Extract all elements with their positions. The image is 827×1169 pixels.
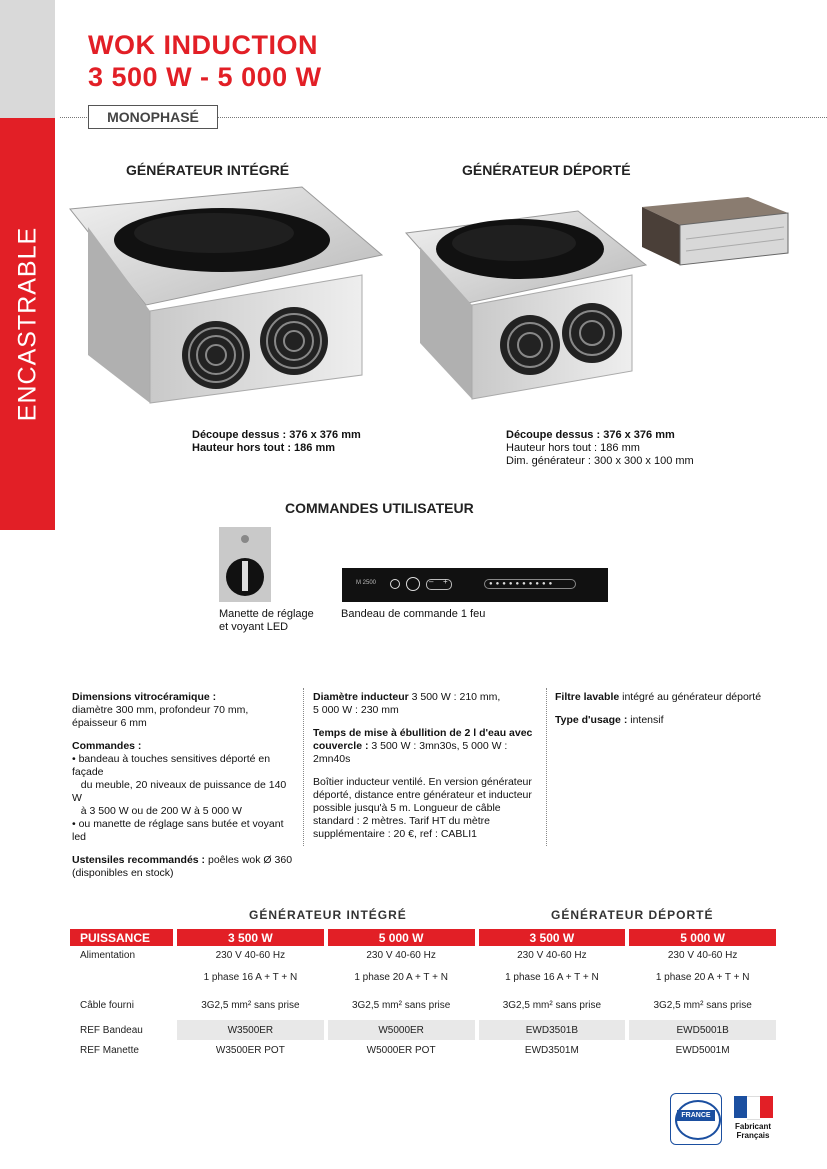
plus-icon: + — [443, 577, 448, 586]
table-header-cell: 5 000 W — [629, 929, 776, 946]
flag-red — [760, 1096, 773, 1118]
remote-heading: GÉNÉRATEUR DÉPORTÉ — [462, 162, 631, 178]
page-title-line1: WOK INDUCTION — [88, 30, 318, 60]
table-cell: 3G2,5 mm² sans prise — [653, 999, 752, 1011]
table-row — [70, 990, 776, 1020]
table-cell: Alimentation — [80, 949, 136, 961]
minus-icon: – — [429, 577, 434, 586]
table-cell: REF Manette — [80, 1044, 139, 1056]
table-header-row — [70, 929, 776, 946]
table-cell: W5000ER — [328, 1020, 475, 1040]
remote-wok-image — [402, 193, 652, 403]
table-cell: 1 phase 20 A + T + N — [655, 971, 750, 983]
table-cell: W3500ER — [177, 1020, 324, 1040]
table-cell: EWD3501B — [479, 1020, 626, 1040]
table-row — [70, 1020, 776, 1040]
table-cell: 1 phase 16 A + T + N — [505, 971, 599, 983]
fabricant-francais-badge: Fabricant Français — [732, 1094, 774, 1146]
panel-caption: Bandeau de commande 1 feu — [341, 608, 486, 620]
fan-icon — [182, 321, 250, 389]
knob-caption: Manette de réglage et voyant LED — [219, 608, 314, 633]
table-cell: 1 phase 20 A + T + N — [354, 971, 448, 983]
table-cell: W3500ER POT — [215, 1044, 285, 1056]
sidebar-label — [0, 118, 55, 530]
sidebar-top-band — [0, 0, 55, 118]
origine-france-badge — [670, 1093, 722, 1145]
phase-badge: MONOPHASÉ — [88, 105, 218, 129]
control-knob-image — [219, 527, 271, 602]
zone-button[interactable] — [406, 577, 420, 591]
table-cell: Câble fourni — [80, 999, 134, 1011]
table-cell: 230 V 40-60 Hz — [366, 949, 436, 961]
table-header-cell: 3 500 W — [177, 929, 324, 946]
details-col1: Dimensions vitrocéramique : diamètre 300 mm, profondeur 70 mm, épaisseur 6 mm Commandes : • bandeau à touches sensitives déporté en façade du meuble, 20 niveaux de puissance de 140 W à 3 500 W ou de 200 W à 5 000 W • ou manette de réglage sans butée et voyant led Ustensiles recommandés : poêles wok Ø 360 (disponibles en stock) — [72, 691, 293, 879]
table-group-remote: GÉNÉRATEUR DÉPORTÉ — [551, 908, 714, 922]
touch-control-panel — [342, 568, 608, 602]
table-header-cell: PUISSANCE — [70, 929, 173, 946]
table-row — [70, 964, 776, 990]
table-header-cell: 5 000 W — [328, 929, 475, 946]
table-cell: 3G2,5 mm² sans prise — [502, 999, 602, 1011]
table-row — [70, 1040, 776, 1060]
flag-white — [747, 1096, 760, 1120]
generator-box-image — [640, 195, 792, 267]
details-col2: Diamètre inducteur 3 500 W : 210 mm, 5 000 W : 230 mm Temps de mise à ébullition de 2 l d'eau avec couvercle : 3 500 W : 3mn30s, 5 000 W : 2mn40s Boîtier inducteur ventilé. En version générateur déporté, distance entre générateur et inducteur possible jusqu'à 5 m. Longueur de câble standard : 2 mètres. Tarif HT du mètre supplémentaire : 20 €, ref : CABLI1 — [313, 691, 533, 840]
table-cell: 3G2,5 mm² sans prise — [201, 999, 300, 1011]
table-cell: W5000ER POT — [366, 1044, 436, 1056]
column-divider — [546, 688, 547, 846]
remote-specs: Découpe dessus : 376 x 376 mm Hauteur hors tout : 186 mm Dim. générateur : 300 x 300 x 100 mm — [506, 429, 694, 467]
table-cell: EWD3501M — [524, 1044, 579, 1056]
integrated-wok-image — [66, 185, 386, 415]
fan-icon — [562, 303, 622, 363]
page-title-line2: 3 500 W - 5 000 W — [88, 62, 322, 92]
table-row — [70, 946, 776, 964]
table-cell: 3G2,5 mm² sans prise — [351, 999, 451, 1011]
details-col3: Filtre lavable intégré au générateur déporté Type d'usage : intensif — [555, 691, 762, 726]
table-header-cell: 3 500 W — [479, 929, 626, 946]
flag-blue — [734, 1096, 747, 1118]
table-cell: 230 V 40-60 Hz — [517, 949, 587, 961]
specs-table — [66, 929, 780, 1060]
table-cell: EWD5001B — [629, 1020, 776, 1040]
panel-model-text: M 2500 — [356, 580, 377, 586]
table-cell: REF Bandeau — [70, 1020, 173, 1040]
sidebar-label-text: ENCASTRABLE — [13, 226, 41, 422]
power-button[interactable] — [390, 579, 400, 589]
integrated-heading: GÉNÉRATEUR INTÉGRÉ — [126, 162, 290, 178]
power-level-leds: ●●●●●●●●●● — [484, 579, 576, 589]
table-cell: 1 phase 16 A + T + N — [203, 971, 298, 983]
integrated-specs: Découpe dessus : 376 x 376 mm Hauteur hors tout : 186 mm — [192, 429, 361, 454]
table-cell — [70, 964, 173, 990]
table-cell: 230 V 40-60 Hz — [215, 949, 286, 961]
table-cell: 230 V 40-60 Hz — [667, 949, 738, 961]
table-group-integrated: GÉNÉRATEUR INTÉGRÉ — [249, 908, 407, 922]
fan-icon — [260, 307, 328, 375]
badge-france-text: FRANCE — [677, 1110, 715, 1121]
column-divider — [303, 688, 304, 846]
fan-icon — [500, 315, 560, 375]
controls-heading: COMMANDES UTILISATEUR — [285, 500, 474, 516]
table-cell: EWD5001M — [675, 1044, 730, 1056]
